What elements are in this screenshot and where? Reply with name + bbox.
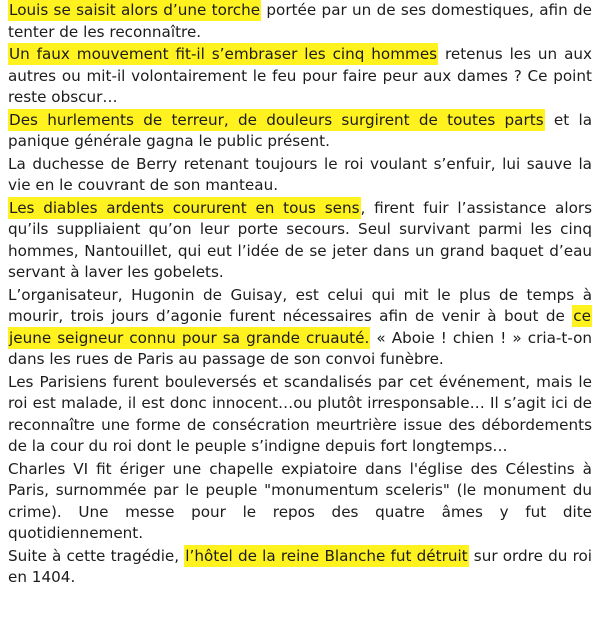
paragraph-5 xyxy=(8,198,592,284)
paragraph-text: retenus les un aux autres ou mit-il volontairement le feu pour faire peur aux dames ? Ce point reste obscur… xyxy=(8,45,592,106)
paragraph-text: L’organisateur, Hugonin de Guisay, est celui qui mit le plus de temps à mourir, trois jours d’agonie furent nécessaires afin de venir à bout de xyxy=(8,285,592,325)
paragraph-text: Les Parisiens furent bouleversés et scandalisés par cet événement, mais le roi est malade, il est donc innocent…ou plutôt irresponsable… Il s’agit ici de reconnaître une forme de consécration meurtrière issue des débordements de la cour du roi dont le peuple s’indigne depuis fort longtemps… xyxy=(8,372,592,455)
paragraph-9 xyxy=(8,546,592,589)
paragraph-text: et la panique générale gagna le public présent. xyxy=(8,110,592,150)
paragraph-8 xyxy=(8,459,592,545)
paragraph-text: , firent fuir l’assistance alors qu’ils suppliaient qu’on leur porte secours. Seul survivant parmi les cinq hommes, Nantouillet, qui eut l’idée de se jeter dans un grand baquet d’eau servant à laver les gobelets. xyxy=(8,198,593,281)
highlighted-text: Louis se saisit alors d’une torche xyxy=(9,1,261,19)
paragraph-3 xyxy=(8,110,592,153)
paragraph-7 xyxy=(8,372,592,458)
paragraph-text: Charles VI fit ériger une chapelle expiatoire dans l'église des Célestins à Paris, surnommée par le peuple "monumentum sceleris" (le monument du crime). Une messe pour le repos des quatre âmes y fut dite quotidiennement. xyxy=(8,459,592,542)
document-body xyxy=(8,0,592,590)
paragraph-4 xyxy=(8,154,592,197)
highlighted-text: l’hôtel de la reine Blanche fut détruit xyxy=(185,546,468,565)
paragraph-text: « Aboie ! chien ! » cria-t-on dans les rues de Paris au passage de son convoi funèbre. xyxy=(8,328,592,368)
paragraph-text: Suite à cette tragédie, xyxy=(8,546,185,565)
highlighted-text: Les diables ardents coururent en tous sens xyxy=(9,198,360,217)
highlighted-text: Un faux mouvement fit-il s’embraser les cinq hommes xyxy=(9,45,438,63)
paragraph-text: portée par un de ses domestiques, afin de tenter de les reconnaître. xyxy=(8,1,593,41)
highlighted-text: ce jeune seigneur connu pour sa grande cruauté. xyxy=(9,307,591,347)
paragraph-text: La duchesse de Berry retenant toujours le roi voulant s’enfuir, lui sauve la vie en le couvrant de son manteau. xyxy=(8,154,592,194)
paragraph-6 xyxy=(8,285,592,371)
paragraph-text: sur ordre du roi en 1404. xyxy=(8,546,592,586)
paragraph-1 xyxy=(8,0,592,43)
highlighted-text: Des hurlements de terreur, de douleurs surgirent de toutes parts xyxy=(9,110,544,129)
paragraph-2 xyxy=(8,44,592,109)
